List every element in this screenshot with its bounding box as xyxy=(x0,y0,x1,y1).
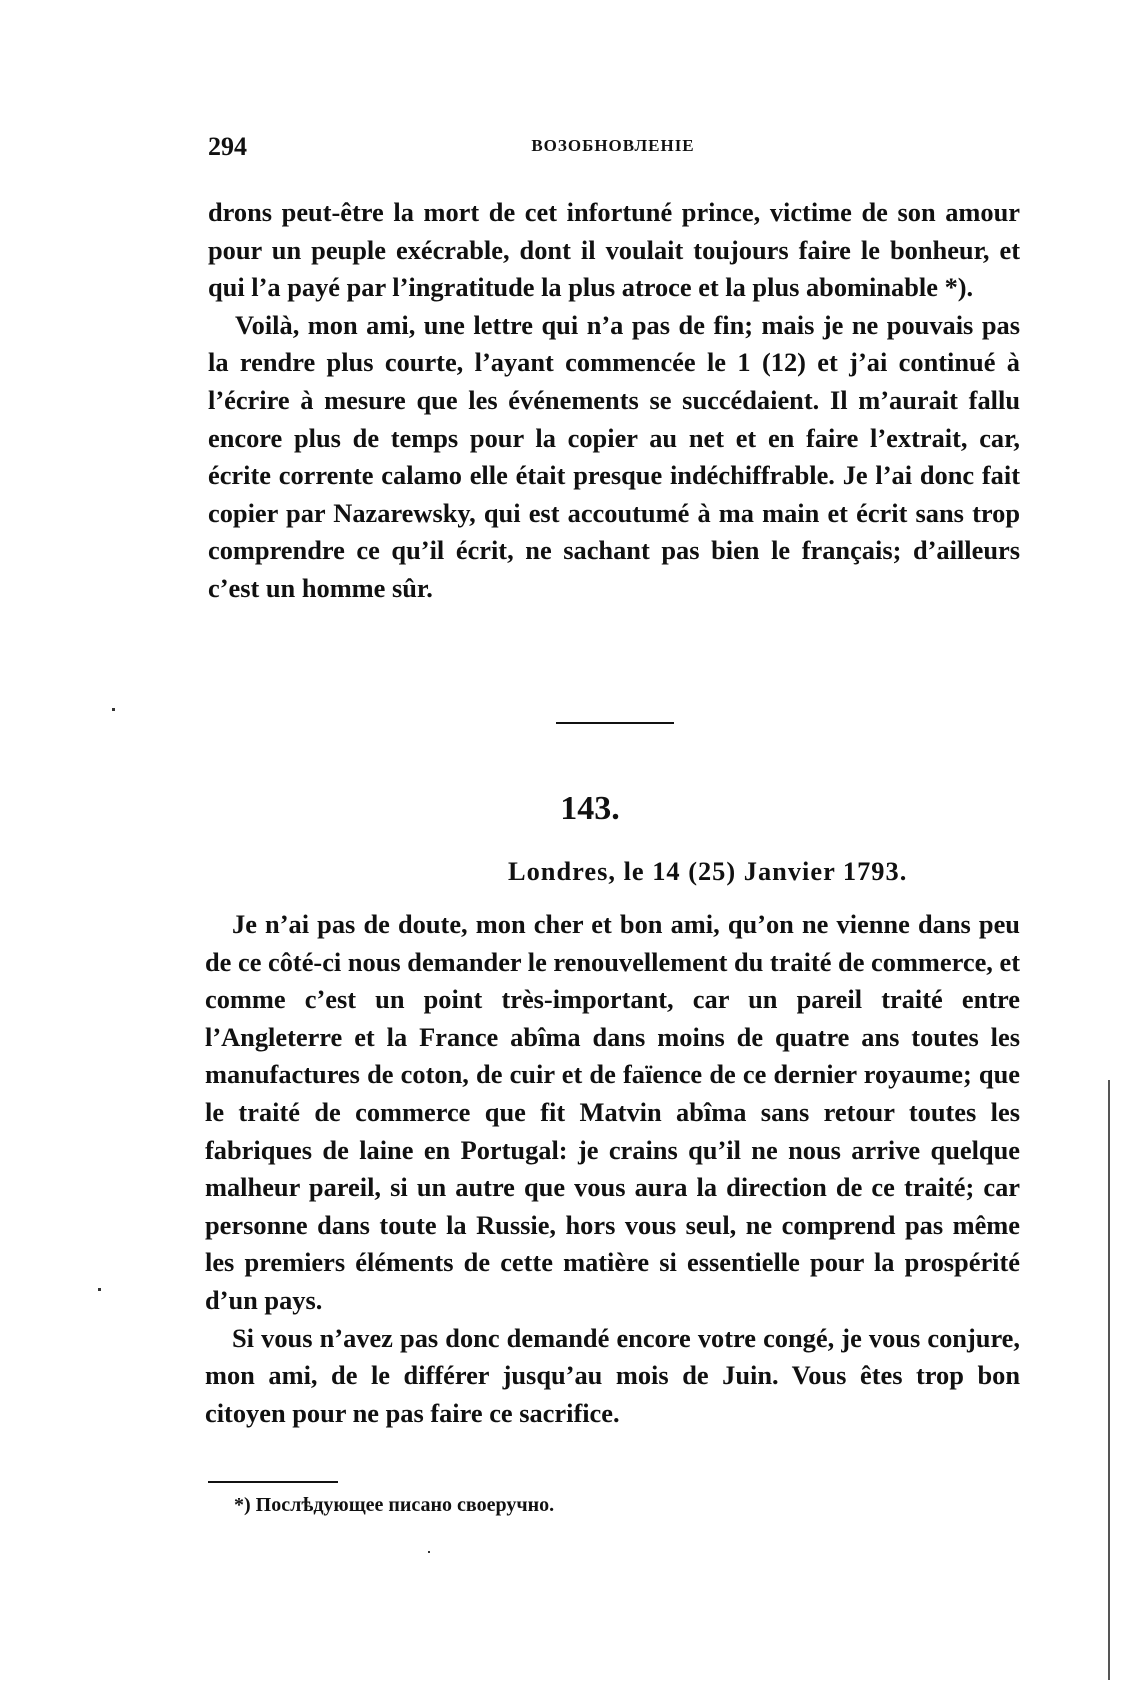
footnote: *) Послѣдующее писано своеручно. xyxy=(234,1494,555,1516)
letter-body xyxy=(205,906,1020,1432)
continued-letter-text xyxy=(208,194,1020,608)
paragraph: Je n’ai pas de doute, mon cher et bon ami, qu’on ne vienne dans peu de ce côté-ci nous demander le renouvellement du traité de commerce, et comme c’est un point très-important, car un pareil traité entre l’Angleterre et la France abîma dans moins de quatre ans toutes les manufactures de coton, de cuir et de faïence de ce dernier royaume; que le traité de commerce que fit Matvin abîma sans retour toutes les fabriques de laine en Portugal: je crains qu’il ne nous arrive quelque malheur pareil, si un autre que vous aura la direction de ce traité; car personne dans toute la Russie, hors vous seul, ne comprend pas même les premiers éléments de cette matière si essentielle pour la prospérité d’un pays. xyxy=(205,909,1020,1315)
page-number: 294 xyxy=(208,132,247,161)
paragraph: Si vous n’avez pas donc demandé encore votre congé, je vous conjure, mon ami, de le différer jusqu’au mois de Juin. Vous êtes trop bon citoyen pour ne pas faire ce sacrifice. xyxy=(205,1322,1020,1428)
letter-number: 143. xyxy=(560,790,620,827)
running-title: ВОЗОБНОВЛЕНІЕ xyxy=(531,136,695,155)
paragraph: Voilà, mon ami, une lettre qui n’a pas de fin; mais je ne pouvais pas la rendre plus courte, l’ayant commencée le 1 (12) et j’ai continué à l’écrire à mesure que les événements se succédaient. Il m’aurait fallu encore plus de temps pour la copier au net et en faire l’extrait, car, écrite corrente calamo elle était presque indéchiffrable. Je l’ai donc fait copier par Nazarewsky, qui est accoutumé à ma main et écrit sans trop comprendre ce qu’il écrit, ne sachant pas bien le français; d’ailleurs c’est un homme sûr. xyxy=(208,309,1020,603)
scan-speck xyxy=(112,708,115,711)
paragraph-continued: drons peut-être la mort de cet infortuné prince, victime de son amour pour un peuple exécrable, dont il voulait toujours faire le bonheur, et qui l’a payé par l’ingratitude la plus atroce et la plus abominable *). xyxy=(208,197,1020,303)
section-divider xyxy=(556,722,674,724)
page-header xyxy=(208,132,1018,168)
footnote-divider xyxy=(208,1481,338,1483)
letter-dateline: Londres, le 14 (25) Janvier 1793. xyxy=(508,856,908,886)
scan-speck xyxy=(428,1551,430,1553)
scan-edge-line xyxy=(1108,1080,1110,1680)
scan-speck xyxy=(98,1288,101,1291)
